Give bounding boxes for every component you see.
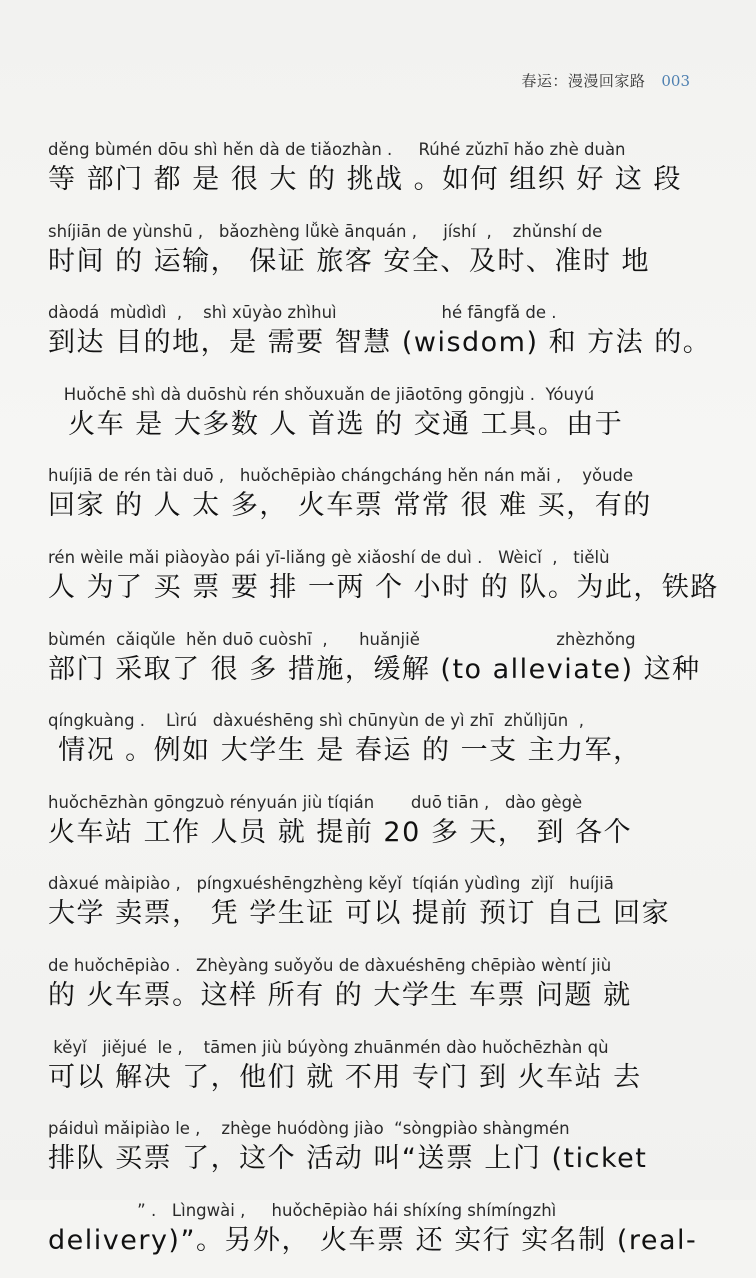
hanzi-line: 回家 的 人 太 多， 火车票 常常 很 难 买，有的 (48, 490, 652, 522)
pinyin-line: shíjiān de yùnshū , bǎozhèng lǚkè ānquán , jíshí , zhǔnshí de (48, 221, 603, 241)
hanzi-line: 火车 是 大多数 人 首选 的 交通 工具。由于 (48, 408, 624, 440)
text-line-6 (48, 544, 719, 626)
hanzi-line: 等 部门 都 是 很 大 的 挑战 。如何 组织 好 这 段 (48, 164, 682, 195)
pinyin-line: rén wèile mǎi piàoyào pái yī-liǎng gè xiǎoshí de duì . Wèicǐ , tiělù (48, 547, 610, 567)
text-line-14 (48, 1197, 698, 1278)
hanzi-line: 可以 解决 了，他们 就 不用 专门 到 火车站 去 (48, 1061, 642, 1093)
text-line-2 (48, 218, 698, 300)
text-line-12 (48, 1034, 698, 1116)
hanzi-line: 大学 卖票， 凭 学生证 可以 提前 预订 自己 回家 (48, 898, 671, 930)
pinyin-line: děng bùmén dōu shì hěn dà de tiǎozhàn . Rúhé zǔzhī hǎo zhè duàn (48, 140, 626, 159)
text-line-1 (48, 136, 698, 218)
pinyin-line: dàxué màipiào , píngxuéshēngzhèng kěyǐ tíqián yùdìng zìjǐ huíjiā (48, 874, 614, 894)
pinyin-line: ” . Lìngwài , huǒchēpiào hái shíxíng shímíngzhì (48, 1200, 557, 1220)
pinyin-line: kěyǐ jiějué le , tāmen jiù búyòng zhuānmén dào huǒchēzhàn qù (48, 1037, 609, 1057)
pinyin-line: Huǒchē shì dà duōshù rén shǒuxuǎn de jiāotōng gōngjù . Yóuyú (48, 384, 595, 404)
text-line-5 (48, 462, 698, 544)
page-number: 003 (661, 72, 690, 90)
hanzi-line: 情况 。例如 大学生 是 春运 的 一支 主力军， (48, 735, 642, 767)
hanzi-line: 时间 的 运输， 保证 旅客 安全、及时、准时 地 (48, 245, 650, 277)
pinyin-line: bùmén cǎiqǔle hěn duō cuòshī , huǎnjiě zhèzhǒng (48, 629, 636, 649)
text-line-3 (48, 299, 712, 381)
pinyin-line: dàodá mùdìdì , shì xūyào zhìhuì hé fāngfǎ de . (48, 303, 557, 323)
text-line-7 (48, 626, 701, 708)
running-title: 春运：漫漫回家路 (521, 72, 646, 90)
hanzi-line: delivery)”。另外， 火车票 还 实行 实名制 (real- (48, 1224, 698, 1256)
text-line-11 (48, 952, 698, 1034)
text-block (48, 136, 719, 1278)
text-line-10 (48, 870, 698, 952)
text-line-8 (48, 707, 698, 789)
running-head (521, 70, 690, 91)
hanzi-line: 到达 目的地，是 需要 智慧 (wisdom) 和 方法 的。 (48, 327, 712, 359)
text-line-9 (48, 789, 698, 871)
hanzi-line: 的 火车票。这样 所有 的 大学生 车票 问题 就 (48, 979, 632, 1011)
hanzi-line: 人 为了 买 票 要 排 一两 个 小时 的 队。为此，铁路 (48, 571, 719, 603)
pinyin-line: páiduì mǎipiào le , zhège huódòng jiào “sòngpiào shàngmén (48, 1119, 570, 1139)
pinyin-line: huíjiā de rén tài duō , huǒchēpiào chángcháng hěn nán mǎi , yǒude (48, 466, 634, 486)
hanzi-line: 火车站 工作 人员 就 提前 20 多 天， 到 各个 (48, 816, 633, 848)
pinyin-line: de huǒchēpiào . Zhèyàng suǒyǒu de dàxuéshēng chēpiào wèntí jiù (48, 955, 612, 975)
text-line-4 (48, 381, 698, 463)
pinyin-line: qíngkuàng . Lìrú dàxuéshēng shì chūnyùn de yì zhī zhǔlìjūn , (48, 711, 584, 731)
text-line-13 (48, 1115, 698, 1197)
hanzi-line: 部门 采取了 很 多 措施，缓解 (to alleviate) 这种 (48, 653, 701, 685)
hanzi-line: 排队 买票 了，这个 活动 叫“送票 上门 (ticket (48, 1143, 648, 1175)
pinyin-line: huǒchēzhàn gōngzuò rényuán jiù tíqián duō tiān , dào gègè (48, 792, 583, 812)
